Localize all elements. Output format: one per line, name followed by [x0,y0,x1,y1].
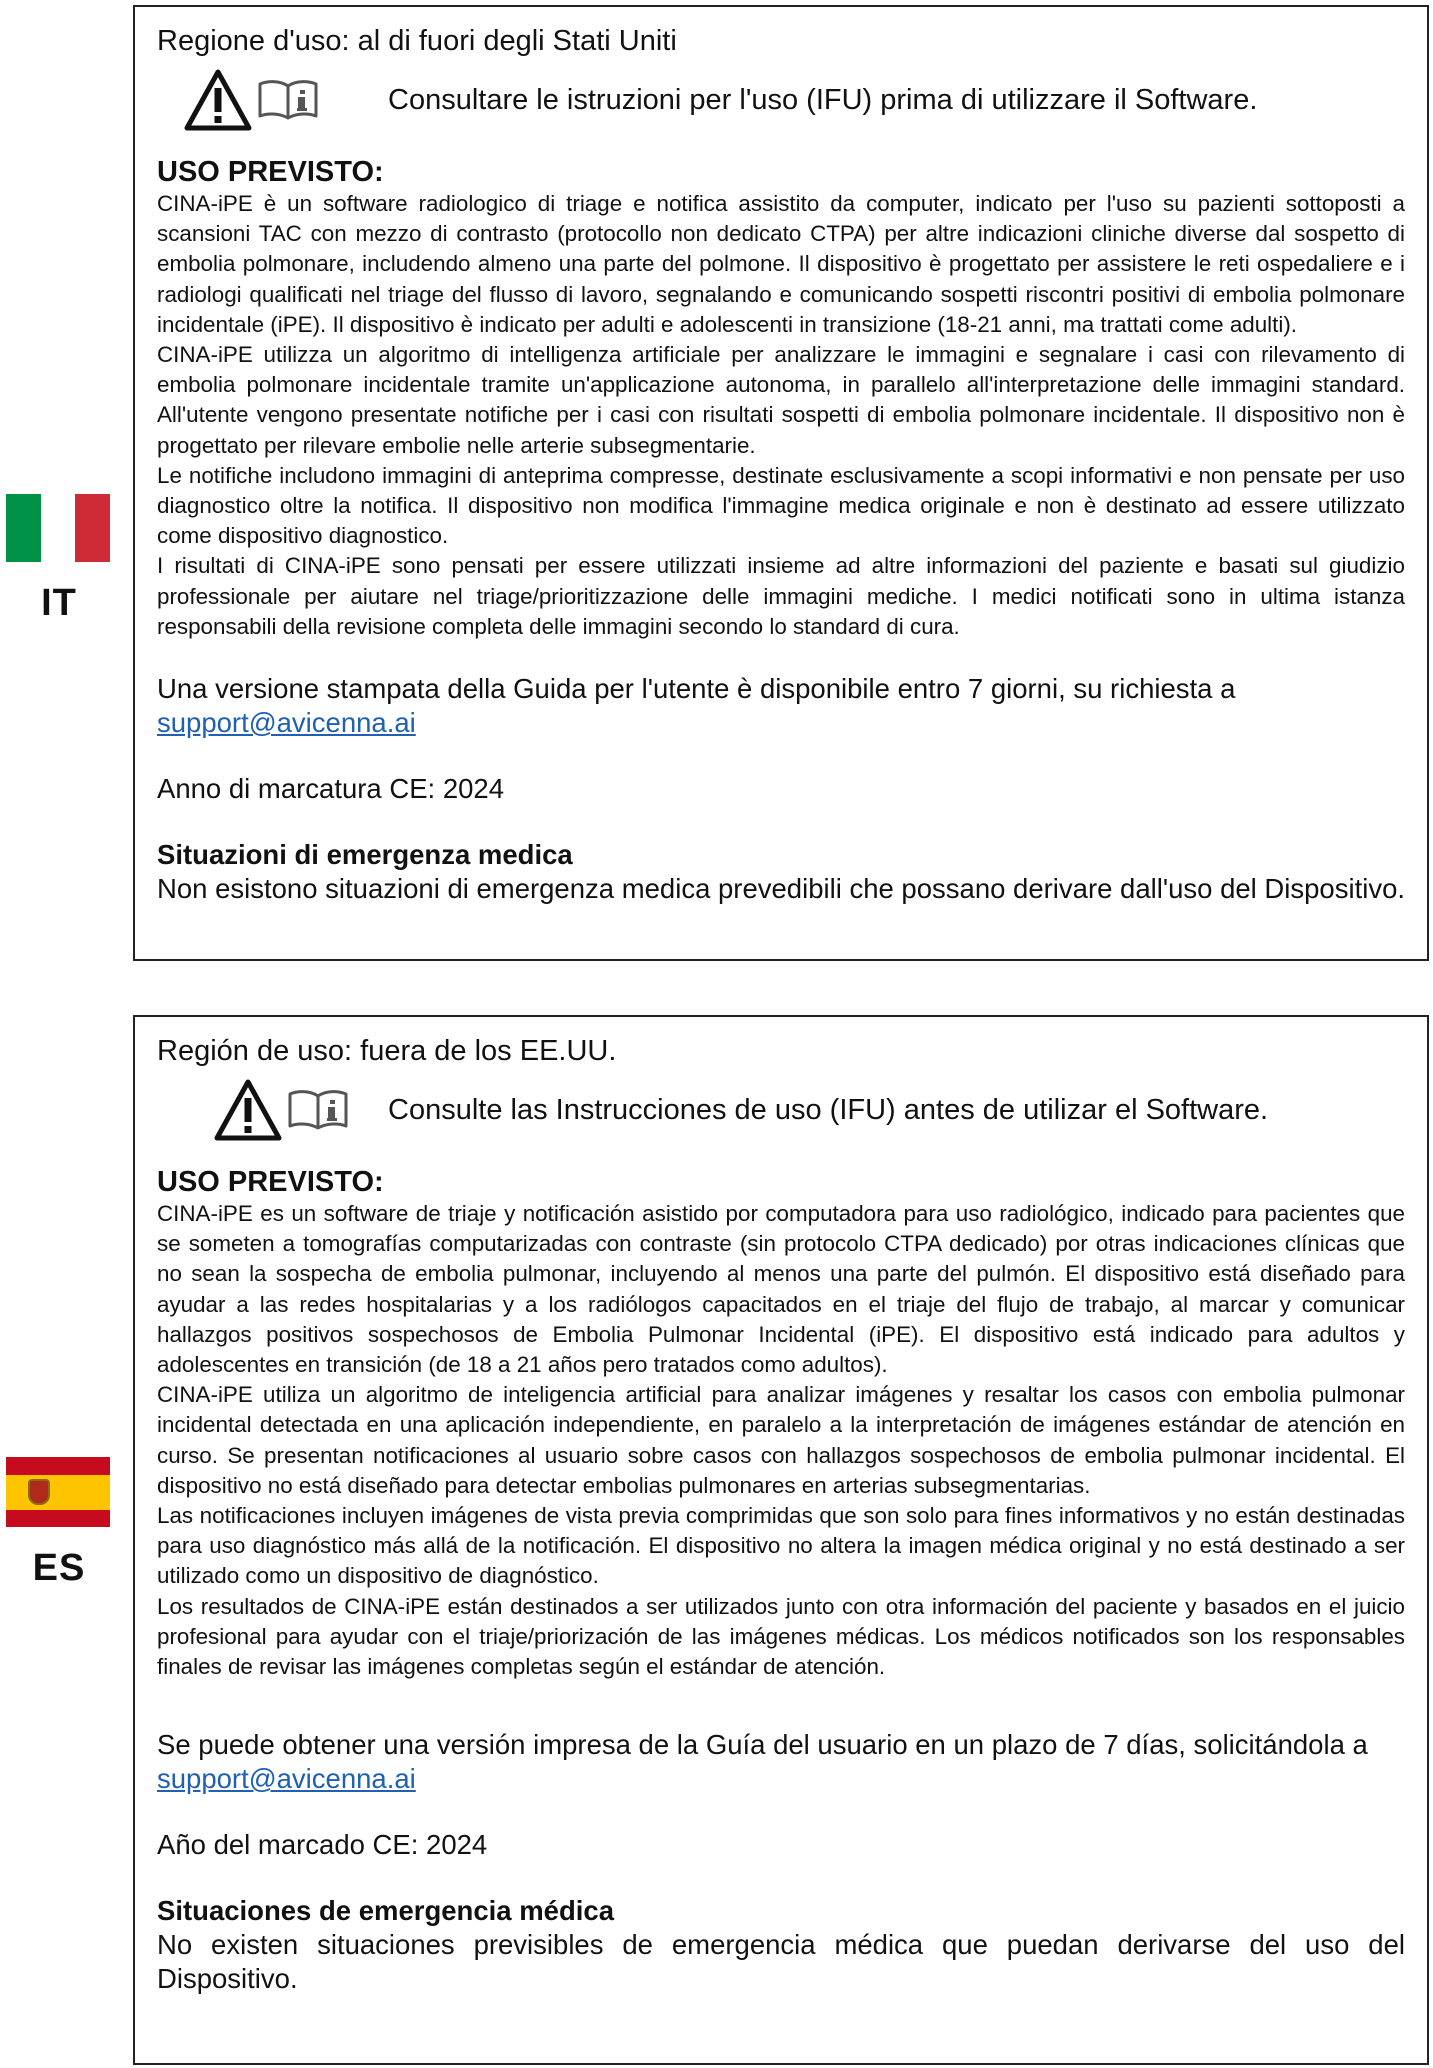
caution-consult-ifu-text-it: Consultare le istruzioni per l'uso (IFU) prima di utilizzare il Software. [388,84,1258,116]
intended-use-paragraph-2-es: CINA-iPE utiliza un algoritmo de inteligencia artificial para analizar imágenes y resaltar los casos con embolia pulmonar incidental detectada en una aplicación independiente, en paralelo a la interpretación de imágenes estándar de atención en curso. Se presentan notificaciones al usuario sobre casos con hallazgos sospechosos de embolia pulmonar incidental. El dispositivo no está diseñado para detectar embolias pulmonares en arterias subsegmentarias. [157,1382,1405,1498]
panel-es [133,1015,1429,2065]
intended-use-paragraph-2-it: CINA-iPE utilizza un algoritmo di intelligenza artificiale per analizzare le immagini e segnalare i casi con rilevamento di embolia polmonare incidentale tramite un'applicazione autonoma, in parallelo all'interpretazione delle immagini standard. All'utente vengono presentate notifiche per i casi con risultati sospetti di embolia polmonare incidentale. Il dispositivo non è progettato per rilevare embolie nelle arterie subsegmentarie. [157,342,1405,458]
consult-instructions-book-icon [257,78,319,122]
language-code-it: IT [41,582,77,624]
ce-marking-year-it: Anno di marcatura CE: 2024 [157,773,504,805]
intended-use-paragraph-1-it: CINA-iPE è un software radiologico di triage e notifica assistito da computer, indicato per l'uso su pazienti sottoposti a scansioni TAC con mezzo di contrasto (protocollo non dedicato CTPA) per altre indicazioni cliniche diverse dal sospetto di embolia polmonare, includendo almeno una parte del polmone. Il dispositivo è progettato per assistere le reti ospedaliere e i radiologi qualificati nel triage del flusso di lavoro, segnalando e comunicando sospetti riscontri positivi di embolia polmonare incidentale (iPE). Il dispositivo è indicato per adulti e adolescenti in transizione (18-21 anni, ma trattati come adulti). [157,191,1405,337]
symbol-group-es [213,1078,385,1142]
region-of-use-es: Región de uso: fuera de los EE.UU. [157,1035,617,1067]
intended-use-heading-es: USO PREVISTO: [157,1166,384,1198]
intended-use-heading-it: USO PREVISTO: [157,156,384,188]
intended-use-paragraph-1-es: CINA-iPE es un software de triaje y notificación asistido por computadora para uso radiológico, indicado para pacientes que se someten a tomografías computarizadas con contraste (sin protocolo CTPA dedicado) por otras indicaciones clínicas que no sean la sospecha de embolia pulmonar, incluyendo al menos una parte del pulmón. El dispositivo está diseñado para ayudar a las redes hospitalarias y a los radiólogos capacitados en el triaje del flujo de trabajo, al marcar y comunicar hallazgos positivos sospechosos de Embolia Pulmonar Incidental (iPE). El dispositivo está indicado para adultos y adolescentes en transición (de 18 a 21 años pero tratados como adultos). [157,1201,1405,1378]
caution-warning-icon [213,1078,283,1142]
medical-emergency-heading-it: Situazioni di emergenza medica [157,839,573,871]
caution-row-it [157,63,1405,137]
caution-row-es [157,1073,1405,1147]
intended-use-paragraph-3-it: Le notifiche includono immagini di anteprima compresse, destinate esclusivamente a scopi informativi e non pensate per uso diagnostico oltre la notifica. Il dispositivo non modifica l'immagine medica originale e non è destinato ad essere utilizzato come dispositivo diagnostico. [157,462,1405,549]
medical-emergency-text-es: No existen situaciones previsibles de emergencia médica que puedan derivarse del uso del Dispositivo. [157,1929,1405,1995]
support-email-link-es[interactable]: support@avicenna.ai [157,1763,416,1795]
intended-use-paragraph-4-es: Los resultados de CINA-iPE están destinados a ser utilizados junto con otra información del paciente y basados en el juicio profesional para ayudar con el triaje/priorización de las imágenes médicas. Los médicos notificados son los responsables finales de revisar las imágenes completas según el estándar de atención. [157,1593,1405,1680]
spain-flag-icon [6,1457,110,1527]
printed-guide-text-it: Una versione stampata della Guida per l'utente è disponibile entro 7 giorni, su richiesta a [157,673,1236,705]
spain-coat-of-arms-icon [28,1479,50,1505]
flag-column-it [0,494,118,625]
intended-use-paragraph-3-es: Las notificaciones incluyen imágenes de vista previa comprimidas que son solo para fines informativos y no están destinadas para uso diagnóstico más allá de la notificación. El dispositivo no altera la imagen médica original y no está destinado a ser utilizado como un dispositivo de diagnóstico. [157,1503,1405,1589]
region-of-use-it: Regione d'uso: al di fuori degli Stati Uniti [157,25,677,57]
caution-warning-icon [183,68,253,132]
medical-emergency-heading-es: Situaciones de emergencia médica [157,1895,614,1927]
caution-consult-ifu-text-es: Consulte las Instrucciones de uso (IFU) antes de utilizar el Software. [388,1094,1269,1126]
printed-guide-text-es: Se puede obtener una versión impresa de la Guía del usuario en un plazo de 7 días, solicitándola a [157,1729,1368,1761]
intended-use-paragraph-4-it: I risultati di CINA-iPE sono pensati per essere utilizzati insieme ad altre informazioni del paziente e basati sul giudizio professionale per aiutare nel triage/prioritizzazione delle immagini mediche. I medici notificati sono in ultima istanza responsabili della revisione completa delle immagini secondo lo standard di cura. [157,553,1405,639]
support-email-link-it[interactable]: support@avicenna.ai [157,707,416,739]
consult-instructions-book-icon [287,1088,349,1132]
flag-column-es [0,1457,118,1590]
medical-emergency-text-it: Non esistono situazioni di emergenza medica prevedibili che possano derivare dall'uso del Dispositivo. [157,873,1406,905]
italy-flag-icon [6,494,110,562]
language-code-es: ES [32,1547,86,1589]
symbol-group-it [183,68,385,132]
panel-it [133,5,1429,961]
ce-marking-year-es: Año del marcado CE: 2024 [157,1829,488,1861]
